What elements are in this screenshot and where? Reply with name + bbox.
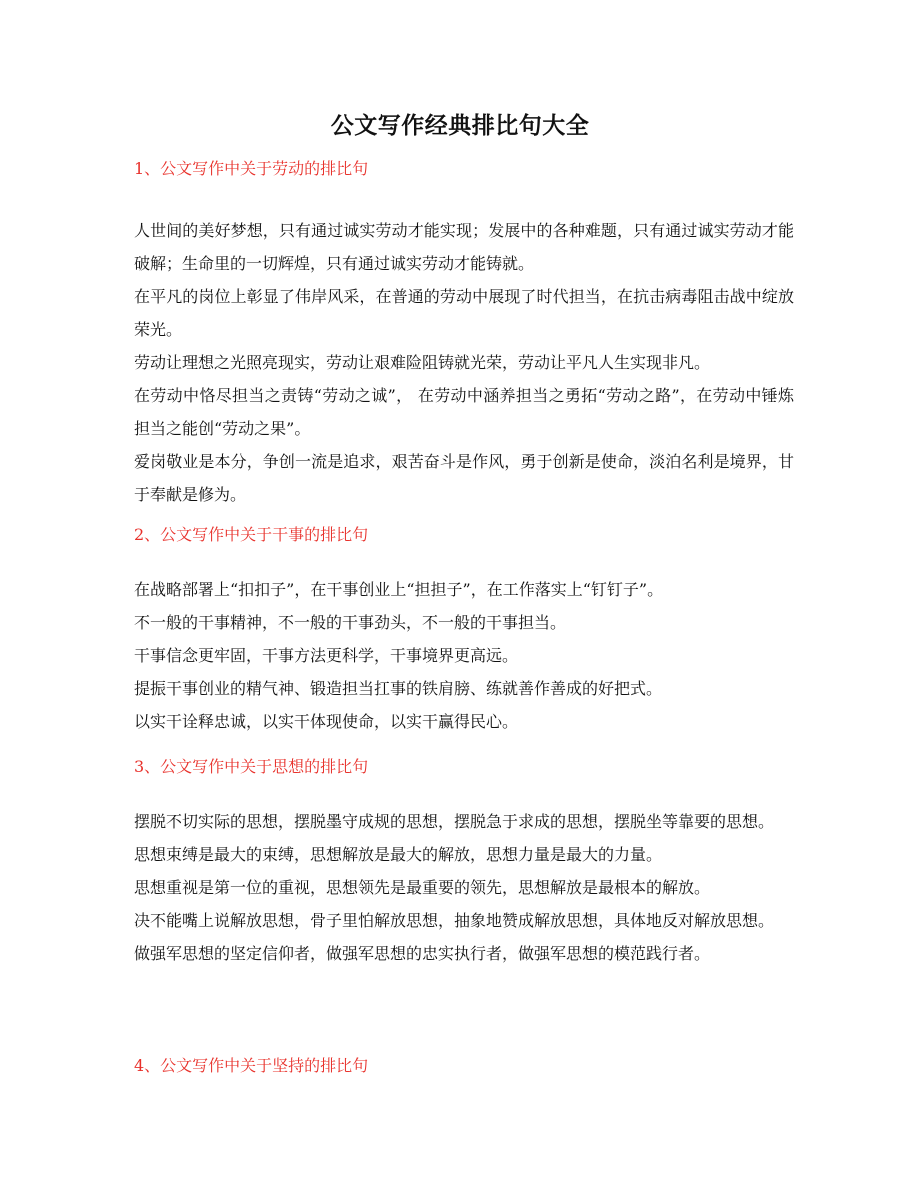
paragraph: 做强军思想的坚定信仰者，做强军思想的忠实执行者，做强军思想的模范践行者。	[134, 944, 711, 963]
paragraph: 在劳动中恪尽担当之责铸“劳动之诚”， 在劳动中涵养担当之勇拓“劳动之路”，在劳动中锤炼担当之能创“劳动之果”。	[134, 386, 794, 438]
paragraph: 干事信念更牢固，干事方法更科学，干事境界更高远。	[134, 646, 519, 665]
paragraph: 决不能嘴上说解放思想，骨子里怕解放思想，抽象地赞成解放思想，具体地反对解放思想。	[134, 911, 775, 930]
paragraph: 思想束缚是最大的束缚，思想解放是最大的解放，思想力量是最大的力量。	[134, 845, 663, 864]
paragraph: 以实干诠释忠诚，以实干体现使命，以实干赢得民心。	[134, 712, 519, 731]
paragraph: 不一般的干事精神，不一般的干事劲头，不一般的干事担当。	[134, 613, 567, 632]
section-labor	[134, 157, 794, 511]
section-heading: 2、公文写作中关于干事的排比句	[134, 525, 369, 544]
section-heading: 4、公文写作中关于坚持的排比句	[134, 1056, 369, 1075]
section-thought	[134, 755, 794, 970]
section-work	[134, 523, 794, 738]
paragraph: 劳动让理想之光照亮现实，劳动让艰难险阻铸就光荣，劳动让平凡人生实现非凡。	[134, 353, 711, 372]
paragraph: 摆脱不切实际的思想，摆脱墨守成规的思想，摆脱急于求成的思想，摆脱坐等靠要的思想。	[134, 812, 775, 831]
section-heading: 3、公文写作中关于思想的排比句	[134, 757, 369, 776]
paragraph: 思想重视是第一位的重视，思想领先是最重要的领先，思想解放是最根本的解放。	[134, 878, 711, 897]
paragraph-list	[134, 805, 794, 970]
paragraph: 提振干事创业的精气神、锻造担当扛事的铁肩膀、练就善作善成的好把式。	[134, 679, 663, 698]
paragraph: 在战略部署上“扣扣子”，在干事创业上“担担子”，在工作落实上“钉钉子”。	[134, 580, 664, 599]
paragraph: 爱岗敬业是本分，争创一流是追求，艰苦奋斗是作风，勇于创新是使命，淡泊名利是境界，甘于奉献是修为。	[134, 452, 794, 504]
paragraph: 人世间的美好梦想，只有通过诚实劳动才能实现；发展中的各种难题，只有通过诚实劳动才能破解；生命里的一切辉煌，只有通过诚实劳动才能铸就。	[134, 221, 794, 273]
paragraph-list	[134, 214, 794, 511]
paragraph: 在平凡的岗位上彰显了伟岸风采，在普通的劳动中展现了时代担当，在抗击病毒阻击战中绽放荣光。	[134, 287, 794, 339]
section-heading: 1、公文写作中关于劳动的排比句	[134, 159, 369, 178]
document-title: 公文写作经典排比句大全	[330, 112, 590, 139]
section-persistence	[134, 1054, 794, 1078]
paragraph-list	[134, 573, 794, 738]
